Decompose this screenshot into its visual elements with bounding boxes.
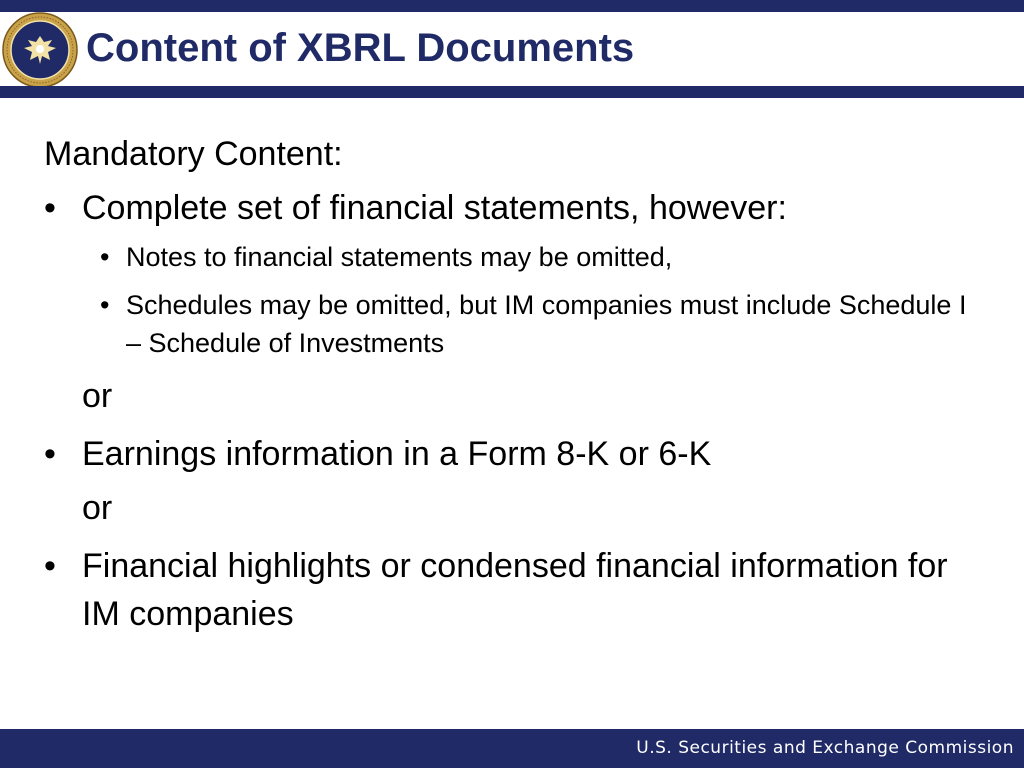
sub-bullet-schedules bbox=[44, 286, 984, 362]
sub-bullet-notes bbox=[44, 238, 984, 276]
slide-content bbox=[44, 128, 984, 644]
section-heading: Mandatory Content: bbox=[44, 135, 343, 173]
sub-bullet-list bbox=[44, 238, 984, 362]
title-rule bbox=[0, 86, 1024, 98]
sec-seal-icon bbox=[2, 12, 78, 88]
bullet-text: Financial highlights or condensed financial information for IM companies bbox=[82, 547, 948, 633]
or-separator-1: or bbox=[82, 377, 113, 415]
or-separator-2: or bbox=[82, 489, 113, 527]
top-bar bbox=[0, 0, 1024, 12]
sub-bullet-mark: • bbox=[100, 242, 110, 272]
bullet-mark: • bbox=[44, 189, 56, 227]
footer-bar bbox=[0, 729, 1024, 768]
bullet-text: Earnings information in a Form 8-K or 6-K bbox=[82, 435, 712, 473]
footer-text: U.S. Securities and Exchange Commission bbox=[636, 738, 1014, 758]
bullet-earnings-information bbox=[44, 430, 984, 478]
sub-bullet-mark: • bbox=[100, 290, 110, 320]
sub-bullet-text: Notes to financial statements may be omitted, bbox=[126, 242, 673, 272]
bullet-financial-highlights bbox=[44, 542, 984, 638]
sub-bullet-text: Schedules may be omitted, but IM companies must include Schedule I – Schedule of Investments bbox=[126, 290, 967, 358]
bullet-financial-statements bbox=[44, 184, 984, 232]
slide-title: Content of XBRL Documents bbox=[86, 26, 635, 70]
bullet-mark: • bbox=[44, 547, 56, 585]
bullet-text: Complete set of financial statements, however: bbox=[82, 189, 787, 227]
bullet-mark: • bbox=[44, 435, 56, 473]
